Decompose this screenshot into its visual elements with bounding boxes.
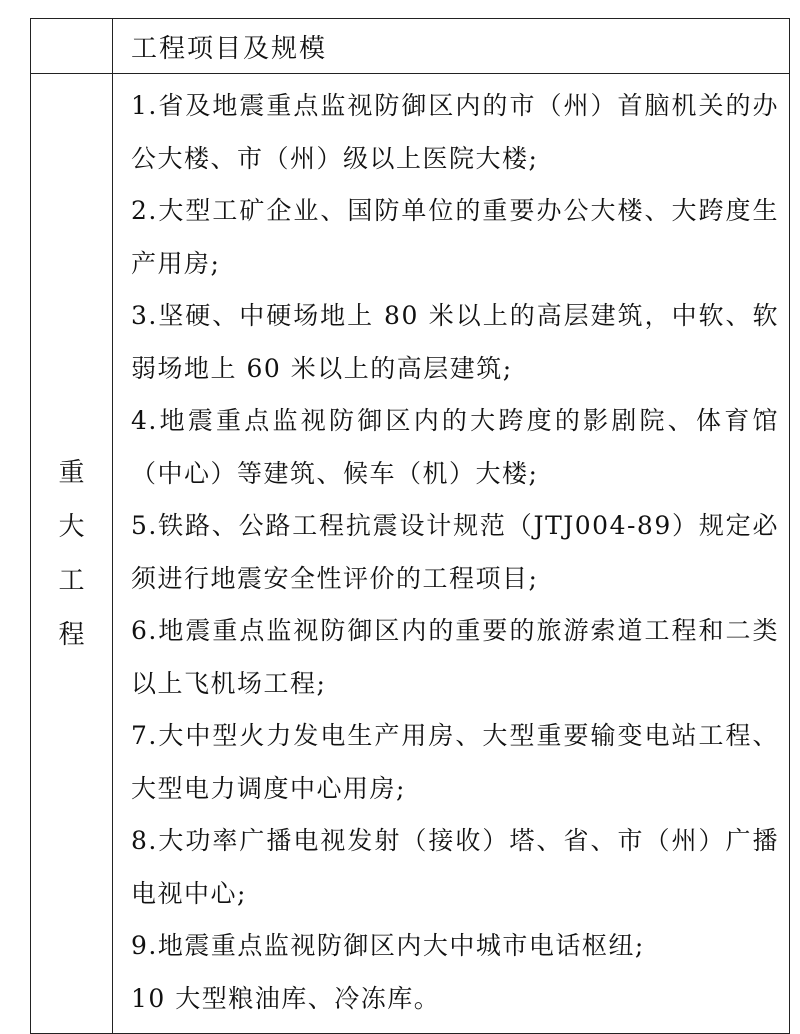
list-item: 7.大中型火力发电生产用房、大型重要输变电站工程、大型电力调度中心用房; [131, 721, 779, 803]
header-title-cell: 工程项目及规模 [113, 19, 790, 74]
table-body-row [31, 74, 790, 1034]
list-item: 4.地震重点监视防御区内的大跨度的影剧院、体育馆（中心）等建筑、候车（机）大楼; [131, 406, 779, 488]
list-item: 3.坚硬、中硬场地上 80 米以上的高层建筑，中软、软弱场地上 60 米以上的高层建筑; [131, 301, 779, 383]
list-item: 2.大型工矿企业、国防单位的重要办公大楼、大跨度生产用房; [131, 196, 779, 278]
category-char: 大 [58, 511, 85, 542]
project-items-cell [113, 74, 790, 1034]
list-item: 5.铁路、公路工程抗震设计规范（JTJ004-89）规定必须进行地震安全性评价的工程项目; [131, 511, 779, 593]
list-item: 1.省及地震重点监视防御区内的市（州）首脑机关的办公大楼、市（州）级以上医院大楼; [131, 91, 779, 173]
header-empty-cell [31, 19, 113, 74]
project-scale-table [30, 18, 790, 1034]
list-item: 9.地震重点监视防御区内大中城市电话枢纽; [131, 931, 645, 960]
list-item: 10 大型粮油库、冷冻库。 [131, 983, 441, 1013]
list-item: 8.大功率广播电视发射（接收）塔、省、市（州）广播电视中心; [131, 826, 779, 908]
table-header-row [31, 19, 790, 74]
category-char: 工 [58, 565, 85, 596]
list-item: 6.地震重点监视防御区内的重要的旅游索道工程和二类以上飞机场工程; [131, 616, 779, 698]
category-char: 程 [58, 619, 85, 650]
category-char: 重 [58, 457, 85, 488]
category-cell [31, 74, 113, 1034]
